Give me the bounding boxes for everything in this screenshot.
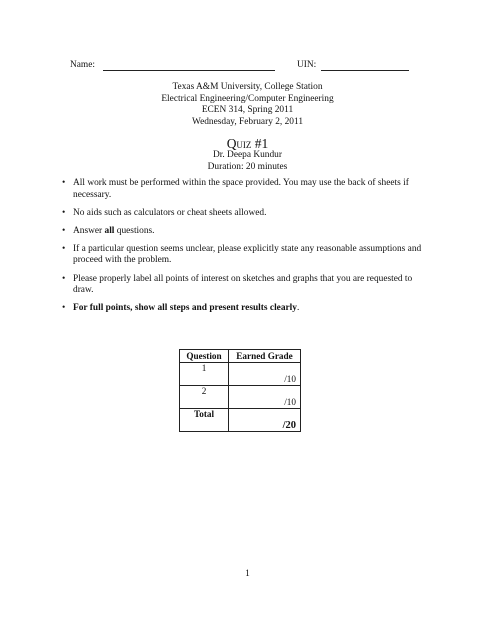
instruction-item: • Answer all questions.	[62, 225, 155, 236]
bullet-icon: •	[62, 207, 66, 218]
total-row	[180, 409, 301, 432]
column-header-question: Question	[180, 350, 229, 363]
instruction-item: • If a particular question seems unclear, please explicitly state any reasonable assumptions and proceed with the problem.	[62, 243, 422, 266]
grade-table	[179, 349, 301, 432]
bullet-icon: •	[62, 225, 66, 236]
uin-field-line[interactable]	[321, 70, 409, 71]
course-header	[0, 82, 495, 128]
quiz-duration: Duration: 20 minutes	[207, 161, 288, 172]
bullet-icon: •	[62, 243, 66, 254]
name-label: Name:	[70, 60, 95, 70]
table-header-row	[180, 350, 301, 363]
table-row	[180, 363, 301, 386]
instruction-item: • Please properly label all points of interest on sketches and graphs that you are requested to draw.	[62, 273, 413, 296]
page-number: 1	[245, 569, 250, 579]
instruction-item: • No aids such as calculators or cheat sheets allowed.	[62, 207, 267, 218]
bullet-icon: •	[62, 303, 66, 314]
instructions-list	[60, 178, 432, 321]
uin-label: UIN:	[297, 60, 317, 70]
university-line: Texas A&M University, College Station	[172, 82, 323, 92]
course-line: ECEN 314, Spring 2011	[201, 105, 294, 116]
student-info-fields	[70, 60, 430, 72]
total-grade-cell[interactable]: /20	[229, 409, 301, 432]
date-line: Wednesday, February 2, 2011	[191, 116, 304, 127]
department-line: Electrical Engineering/Computer Engineering	[161, 93, 334, 104]
quiz-title: Quiz #1	[226, 136, 269, 151]
total-label: Total	[180, 409, 229, 432]
grade-cell[interactable]: /10	[229, 386, 301, 409]
bullet-icon: •	[62, 273, 66, 284]
table-row	[180, 386, 301, 409]
grade-cell[interactable]: /10	[229, 363, 301, 386]
bullet-icon: •	[62, 178, 66, 188]
column-header-earned-grade: Earned Grade	[229, 350, 301, 363]
question-number: 2	[180, 386, 229, 409]
name-field-line[interactable]	[103, 70, 275, 71]
instructor-name: Dr. Deepa Kundur	[213, 150, 282, 160]
instruction-item: • All work must be performed within the space provided. You may use the back of sheets if necessary.	[62, 178, 409, 200]
instruction-item: • For full points, show all steps and present results clearly.	[62, 303, 300, 314]
question-number: 1	[180, 363, 229, 386]
quiz-info	[0, 150, 495, 173]
